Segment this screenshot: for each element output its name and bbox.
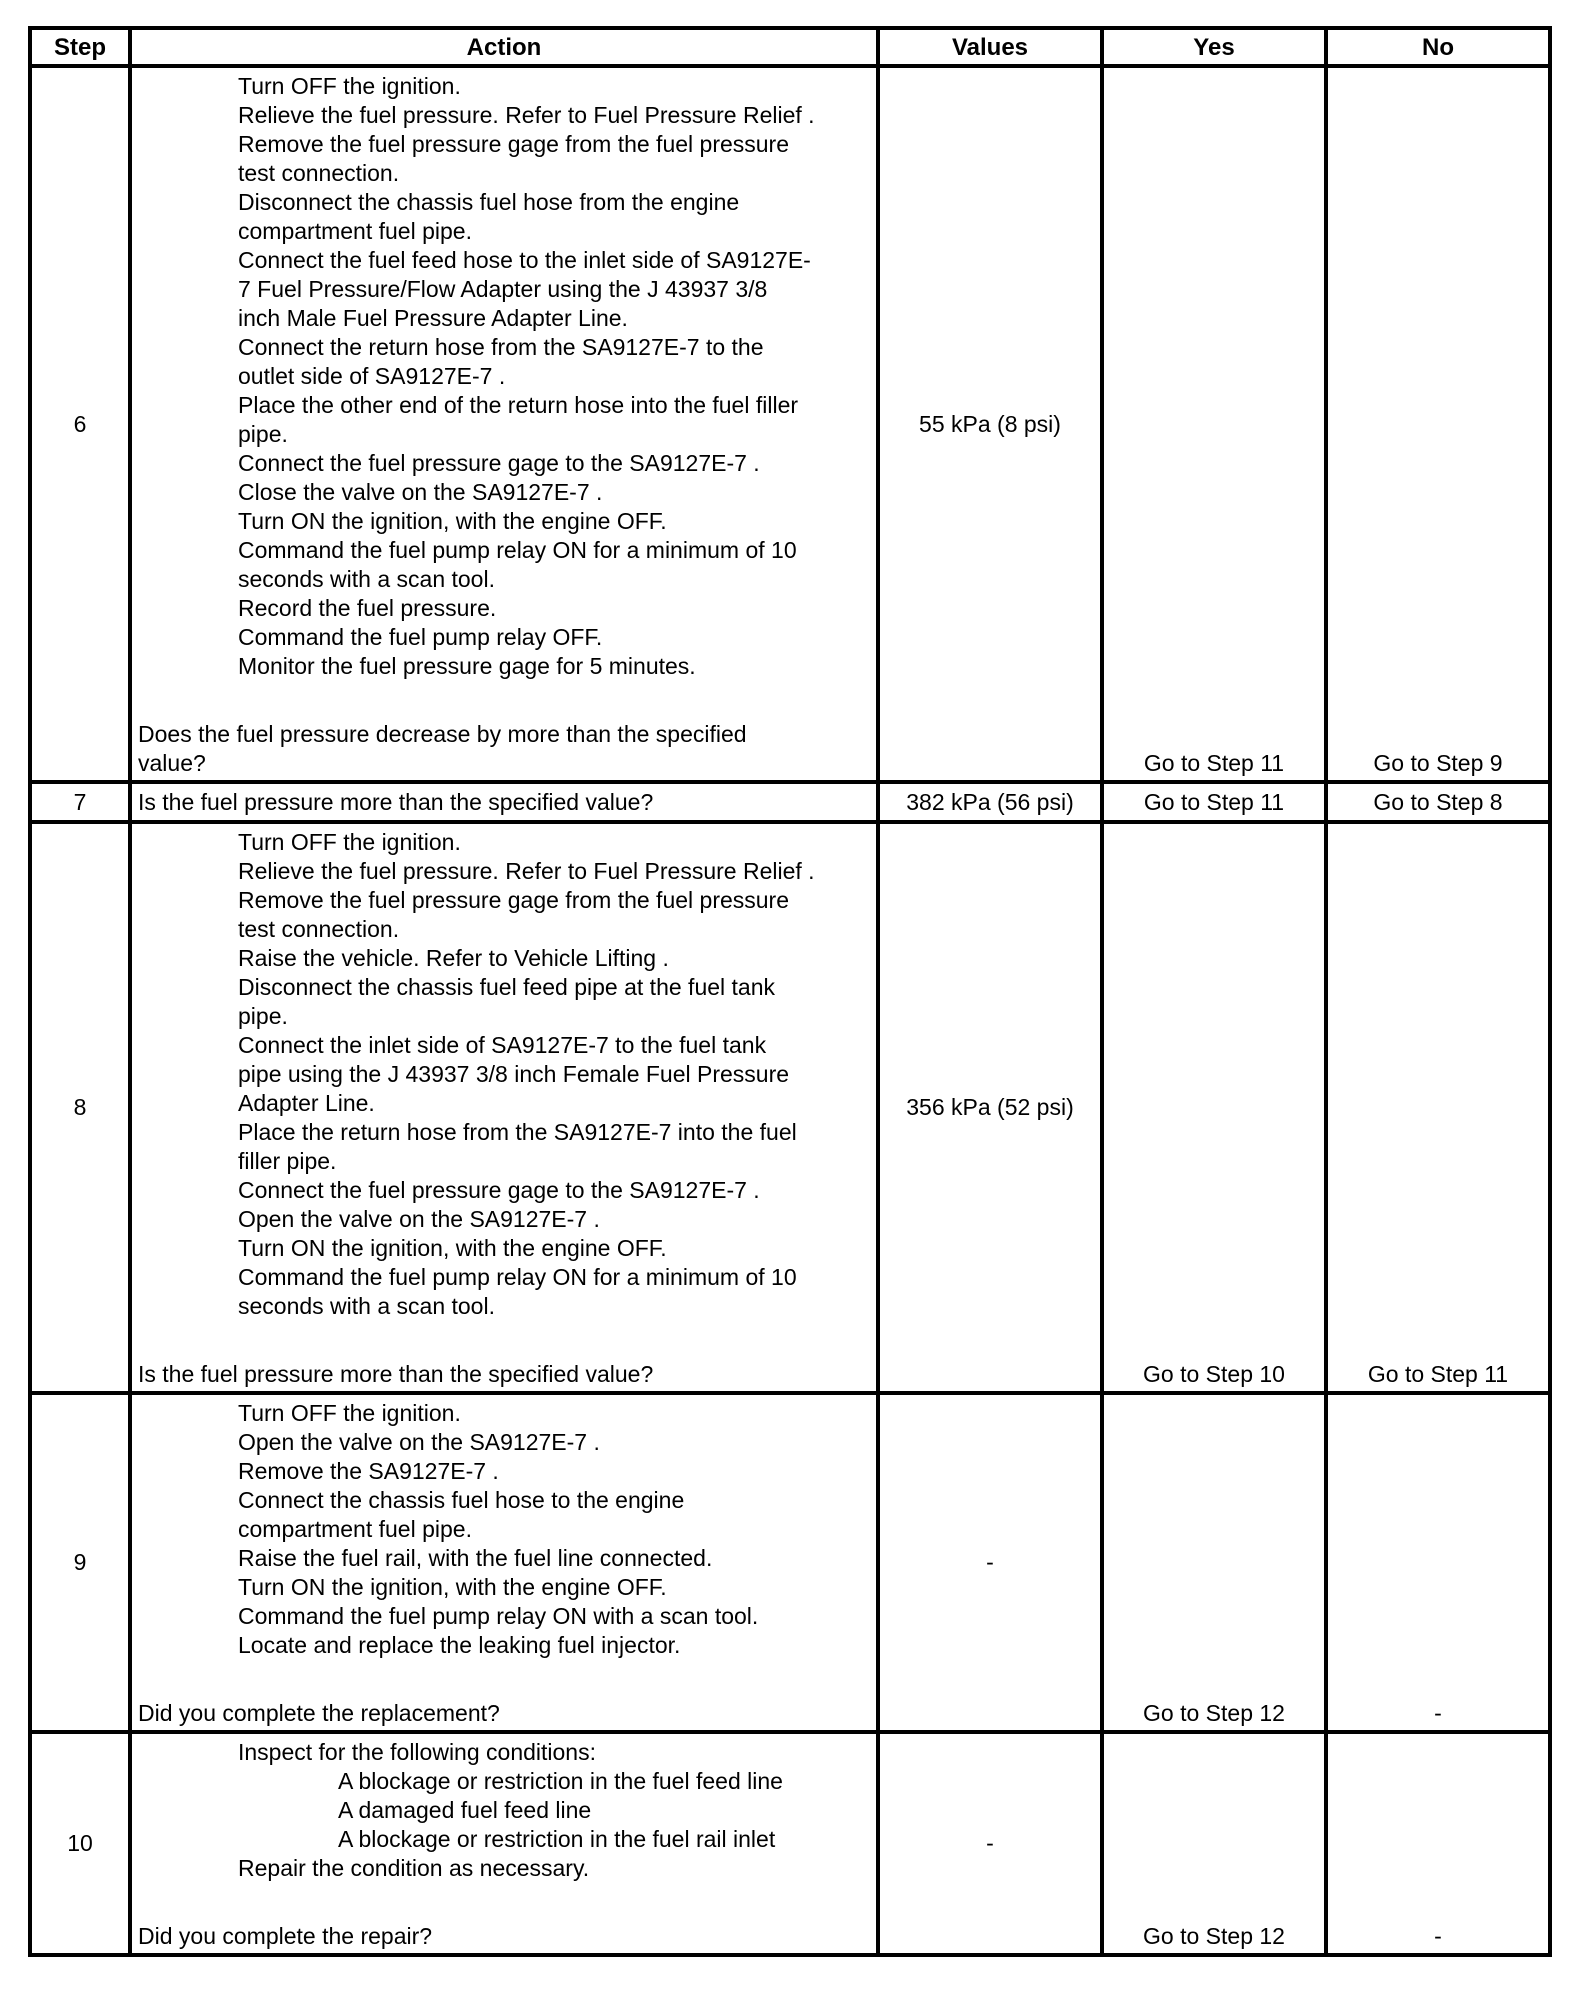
action-line: Connect the return hose from the SA9127E-7 to the <box>238 334 764 360</box>
value-cell: - <box>878 1393 1102 1732</box>
step-number: 7 <box>30 782 130 822</box>
table-row-step-7 <box>30 782 1550 822</box>
action-line: pipe using the J 43937 3/8 inch Female Fuel Pressure <box>238 1061 790 1087</box>
action-question: Did you complete the repair? <box>138 1923 433 1949</box>
action-cell <box>130 1732 878 1955</box>
no-cell: Go to Step 11 <box>1326 822 1550 1393</box>
action-line: Disconnect the chassis fuel hose from the engine <box>238 189 740 215</box>
action-line: Locate and replace the leaking fuel injector. <box>238 1632 681 1658</box>
action-line: Command the fuel pump relay ON for a minimum of 10 <box>238 1264 797 1290</box>
action-cell <box>130 1393 878 1732</box>
table-row-step-10 <box>30 1732 1550 1955</box>
action-line: Place the other end of the return hose into the fuel filler <box>238 392 799 418</box>
action-line: Turn ON the ignition, with the engine OFF. <box>238 508 667 534</box>
action-question: Did you complete the replacement? <box>138 1700 500 1726</box>
action-line: Record the fuel pressure. <box>238 595 497 621</box>
action-line: Command the fuel pump relay OFF. <box>238 624 603 650</box>
no-cell: Go to Step 8 <box>1326 782 1550 822</box>
action-line: test connection. <box>238 916 400 942</box>
action-line: seconds with a scan tool. <box>238 566 495 592</box>
action-line: Repair the condition as necessary. <box>238 1855 590 1881</box>
action-line: Remove the SA9127E-7 . <box>238 1458 499 1484</box>
no-cell: Go to Step 9 <box>1326 66 1550 782</box>
action-line: Raise the vehicle. Refer to Vehicle Lifting . <box>238 945 669 971</box>
action-line: compartment fuel pipe. <box>238 1516 472 1542</box>
action-line: Connect the inlet side of SA9127E-7 to the fuel tank <box>238 1032 767 1058</box>
header-action: Action <box>130 28 878 66</box>
action-line: Remove the fuel pressure gage from the fuel pressure <box>238 887 790 913</box>
action-subline: A damaged fuel feed line <box>338 1797 592 1823</box>
value-cell: 55 kPa (8 psi) <box>878 66 1102 782</box>
step-number: 9 <box>30 1393 130 1732</box>
step-number: 10 <box>30 1732 130 1955</box>
yes-cell: Go to Step 12 <box>1102 1732 1326 1955</box>
action-line: Command the fuel pump relay ON for a minimum of 10 <box>238 537 797 563</box>
yes-cell: Go to Step 11 <box>1102 66 1326 782</box>
action-subline: A blockage or restriction in the fuel feed line <box>338 1768 783 1794</box>
action-line: pipe. <box>238 1003 288 1029</box>
action-line: Inspect for the following conditions: <box>238 1739 596 1765</box>
action-line: Monitor the fuel pressure gage for 5 minutes. <box>238 653 696 679</box>
action-cell <box>130 66 878 782</box>
yes-cell: Go to Step 10 <box>1102 822 1326 1393</box>
action-line: Turn OFF the ignition. <box>238 73 461 99</box>
action-line: Place the return hose from the SA9127E-7 into the fuel <box>238 1119 797 1145</box>
step-number: 8 <box>30 822 130 1393</box>
value-cell: 382 kPa (56 psi) <box>878 782 1102 822</box>
step-number: 6 <box>30 66 130 782</box>
action-line: Turn ON the ignition, with the engine OFF. <box>238 1574 667 1600</box>
header-values: Values <box>878 28 1102 66</box>
action-line: Open the valve on the SA9127E-7 . <box>238 1206 600 1232</box>
table-row-step-8 <box>30 822 1550 1393</box>
action-line: Close the valve on the SA9127E-7 . <box>238 479 603 505</box>
action-line: outlet side of SA9127E-7 . <box>238 363 506 389</box>
action-line: Remove the fuel pressure gage from the fuel pressure <box>238 131 790 157</box>
header-yes: Yes <box>1102 28 1326 66</box>
action-line: pipe. <box>238 421 288 447</box>
action-line: Disconnect the chassis fuel feed pipe at the fuel tank <box>238 974 775 1000</box>
header-row <box>30 28 1550 66</box>
action-line: Connect the chassis fuel hose to the engine <box>238 1487 685 1513</box>
table-row-step-6 <box>30 66 1550 782</box>
action-cell <box>130 822 878 1393</box>
yes-cell: Go to Step 11 <box>1102 782 1326 822</box>
action-subline: A blockage or restriction in the fuel rail inlet <box>338 1826 776 1852</box>
value-cell: - <box>878 1732 1102 1955</box>
no-cell: - <box>1326 1732 1550 1955</box>
action-line: Turn OFF the ignition. <box>238 829 461 855</box>
action-line: Command the fuel pump relay ON with a scan tool. <box>238 1603 759 1629</box>
action-line: Raise the fuel rail, with the fuel line connected. <box>238 1545 713 1571</box>
action-line: test connection. <box>238 160 400 186</box>
action-question: value? <box>138 750 206 776</box>
action-line: 7 Fuel Pressure/Flow Adapter using the J 43937 3/8 <box>238 276 768 302</box>
action-line: Adapter Line. <box>238 1090 375 1116</box>
action-line: Relieve the fuel pressure. Refer to Fuel Pressure Relief . <box>238 102 815 128</box>
value-cell: 356 kPa (52 psi) <box>878 822 1102 1393</box>
action-line: Connect the fuel feed hose to the inlet side of SA9127E- <box>238 247 811 273</box>
table-row-step-9 <box>30 1393 1550 1732</box>
no-cell: - <box>1326 1393 1550 1732</box>
header-no: No <box>1326 28 1550 66</box>
yes-cell: Go to Step 12 <box>1102 1393 1326 1732</box>
action-question: Does the fuel pressure decrease by more than the specified <box>138 721 747 747</box>
action-line: Open the valve on the SA9127E-7 . <box>238 1429 600 1455</box>
action-line: compartment fuel pipe. <box>238 218 472 244</box>
action-question: Is the fuel pressure more than the specified value? <box>130 782 878 822</box>
action-line: inch Male Fuel Pressure Adapter Line. <box>238 305 628 331</box>
action-line: Relieve the fuel pressure. Refer to Fuel Pressure Relief . <box>238 858 815 884</box>
action-line: Connect the fuel pressure gage to the SA9127E-7 . <box>238 1177 760 1203</box>
action-line: Turn OFF the ignition. <box>238 1400 461 1426</box>
diagnostic-table <box>28 26 1552 1957</box>
header-step: Step <box>30 28 130 66</box>
action-line: seconds with a scan tool. <box>238 1293 495 1319</box>
action-line: Connect the fuel pressure gage to the SA9127E-7 . <box>238 450 760 476</box>
action-line: Turn ON the ignition, with the engine OFF. <box>238 1235 667 1261</box>
action-question: Is the fuel pressure more than the specified value? <box>138 1361 654 1387</box>
action-line: filler pipe. <box>238 1148 337 1174</box>
